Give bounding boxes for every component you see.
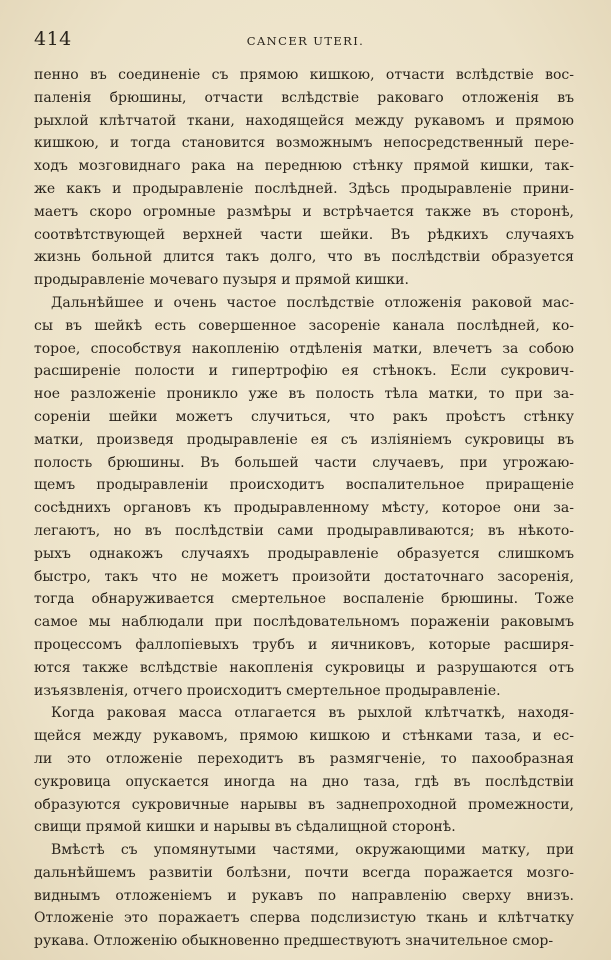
text-line: сы въ шейкѣ есть совершенное засореніе канала послѣдней, ко- <box>34 317 574 334</box>
text-line: соотвѣтствующей верхней части шейки. Въ рѣдкихъ случаяхъ <box>34 226 574 243</box>
page-header <box>30 28 581 52</box>
text-line: образуются сукровичные нарывы въ заднепроходной промежности, <box>34 796 574 813</box>
running-title: CANCER UTERI. <box>246 34 365 48</box>
text-line: самое мы наблюдали при послѣдовательномъ пораженіи раковымъ <box>34 614 574 631</box>
text-line: Отложеніе это поражаетъ сперва подслизистую ткань и клѣтчатку <box>34 910 574 927</box>
text-line: кишкою, и тогда становится возможнымъ непосредственный пере- <box>34 135 574 152</box>
text-line: сукровица опускается иногда на дно таза, гдѣ въ послѣдствіи <box>34 773 574 790</box>
text-line: ли это отложеніе переходитъ въ размягченіе, то пахообразная <box>34 750 574 767</box>
text-line: рыхъ однакожъ случаяхъ продыравленіе образуется слишкомъ <box>34 545 574 562</box>
text-line: свищи прямой кишки и нарывы въ сѣдалищной сторонѣ. <box>34 819 456 836</box>
text-line: ное разложеніе проникло уже въ полость тѣла матки, то при за- <box>34 386 574 403</box>
text-line: процессомъ фаллопіевыхъ трубъ и яичниковъ, которые расширя- <box>34 636 574 653</box>
text-line: паленія брюшины, отчасти вслѣдствіе раковаго отложенія въ <box>34 89 574 106</box>
page-number: 414 <box>34 28 72 50</box>
paragraph <box>34 839 574 953</box>
text-line: маетъ скоро огромные размѣры и встрѣчается также въ сторонѣ, <box>34 203 574 220</box>
text-line: Когда раковая масса отлагается въ рыхлой клѣтчаткѣ, находя- <box>51 705 574 722</box>
text-line: матки, произведя продыравленіе ея съ изліяніемъ сукровицы въ <box>34 431 574 448</box>
text-line: ются также вслѣдствіе накопленія сукровицы и разрушаются отъ <box>34 659 574 676</box>
text-line: тогда обнаруживается смертельное воспаленіе брюшины. Тоже <box>34 591 574 608</box>
paragraph <box>34 292 574 702</box>
text-line: Дальнѣйшее и очень частое послѣдствіе отложенія раковой мас- <box>51 294 574 311</box>
text-line: виднымъ отложеніемъ и рукавъ по направленію сверху внизъ. <box>34 887 574 904</box>
text-line: жизнь больной длится такъ долго, что въ послѣдствіи образуется <box>34 249 574 266</box>
text-line: расширеніе полости и гипертрофію ея стѣнокъ. Если сукрович- <box>34 363 574 380</box>
paragraph <box>34 64 574 292</box>
text-line: изъязвленія, отчего происходитъ смертельное продыравленіе. <box>34 682 501 699</box>
text-line: торое, способствуя накопленію отдѣленія матки, влечетъ за собою <box>34 340 574 357</box>
text-line: продыравленіе мочеваго пузыря и прямой кишки. <box>34 272 409 289</box>
text-line: Вмѣстѣ съ упомянутыми частями, окружающими матку, при <box>51 842 574 859</box>
text-line: же какъ и продыравленіе послѣдней. Здѣсь продыравленіе прини- <box>34 180 574 197</box>
text-line: полость брюшины. Въ большей части случаевъ, при угрожаю- <box>34 454 574 471</box>
body-text <box>34 64 574 953</box>
text-line: рыхлой клѣтчатой ткани, находящейся между рукавомъ и прямою <box>34 112 574 129</box>
text-line: ходъ мозговиднаго рака на переднюю стѣнку прямой кишки, так- <box>34 158 574 175</box>
text-line: пенно въ соединеніе съ прямою кишкою, отчасти вслѣдствіе вос- <box>34 67 574 83</box>
text-line: дальнѣйшемъ развитіи болѣзни, почти всегда поражается мозго- <box>34 864 574 881</box>
text-line: щемъ продыравленіи происходитъ воспалительное приращеніе <box>34 477 574 494</box>
text-line: сосѣднихъ органовъ къ продыравленному мѣсту, которое они за- <box>34 500 574 517</box>
text-line: сореніи шейки можетъ случиться, что ракъ проѣстъ стѣнку <box>34 408 574 425</box>
text-line: легаютъ, но въ послѣдствіи сами продыравливаются; въ нѣкото- <box>34 522 574 539</box>
text-line: рукава. Отложенію обыкновенно предшествуютъ значительное смор- <box>34 933 554 950</box>
text-line: щейся между рукавомъ, прямою кишкою и стѣнками таза, и ес- <box>34 728 574 745</box>
paragraph <box>34 702 574 839</box>
text-line: быстро, такъ что не можетъ произойти достаточнаго засоренія, <box>34 568 574 585</box>
